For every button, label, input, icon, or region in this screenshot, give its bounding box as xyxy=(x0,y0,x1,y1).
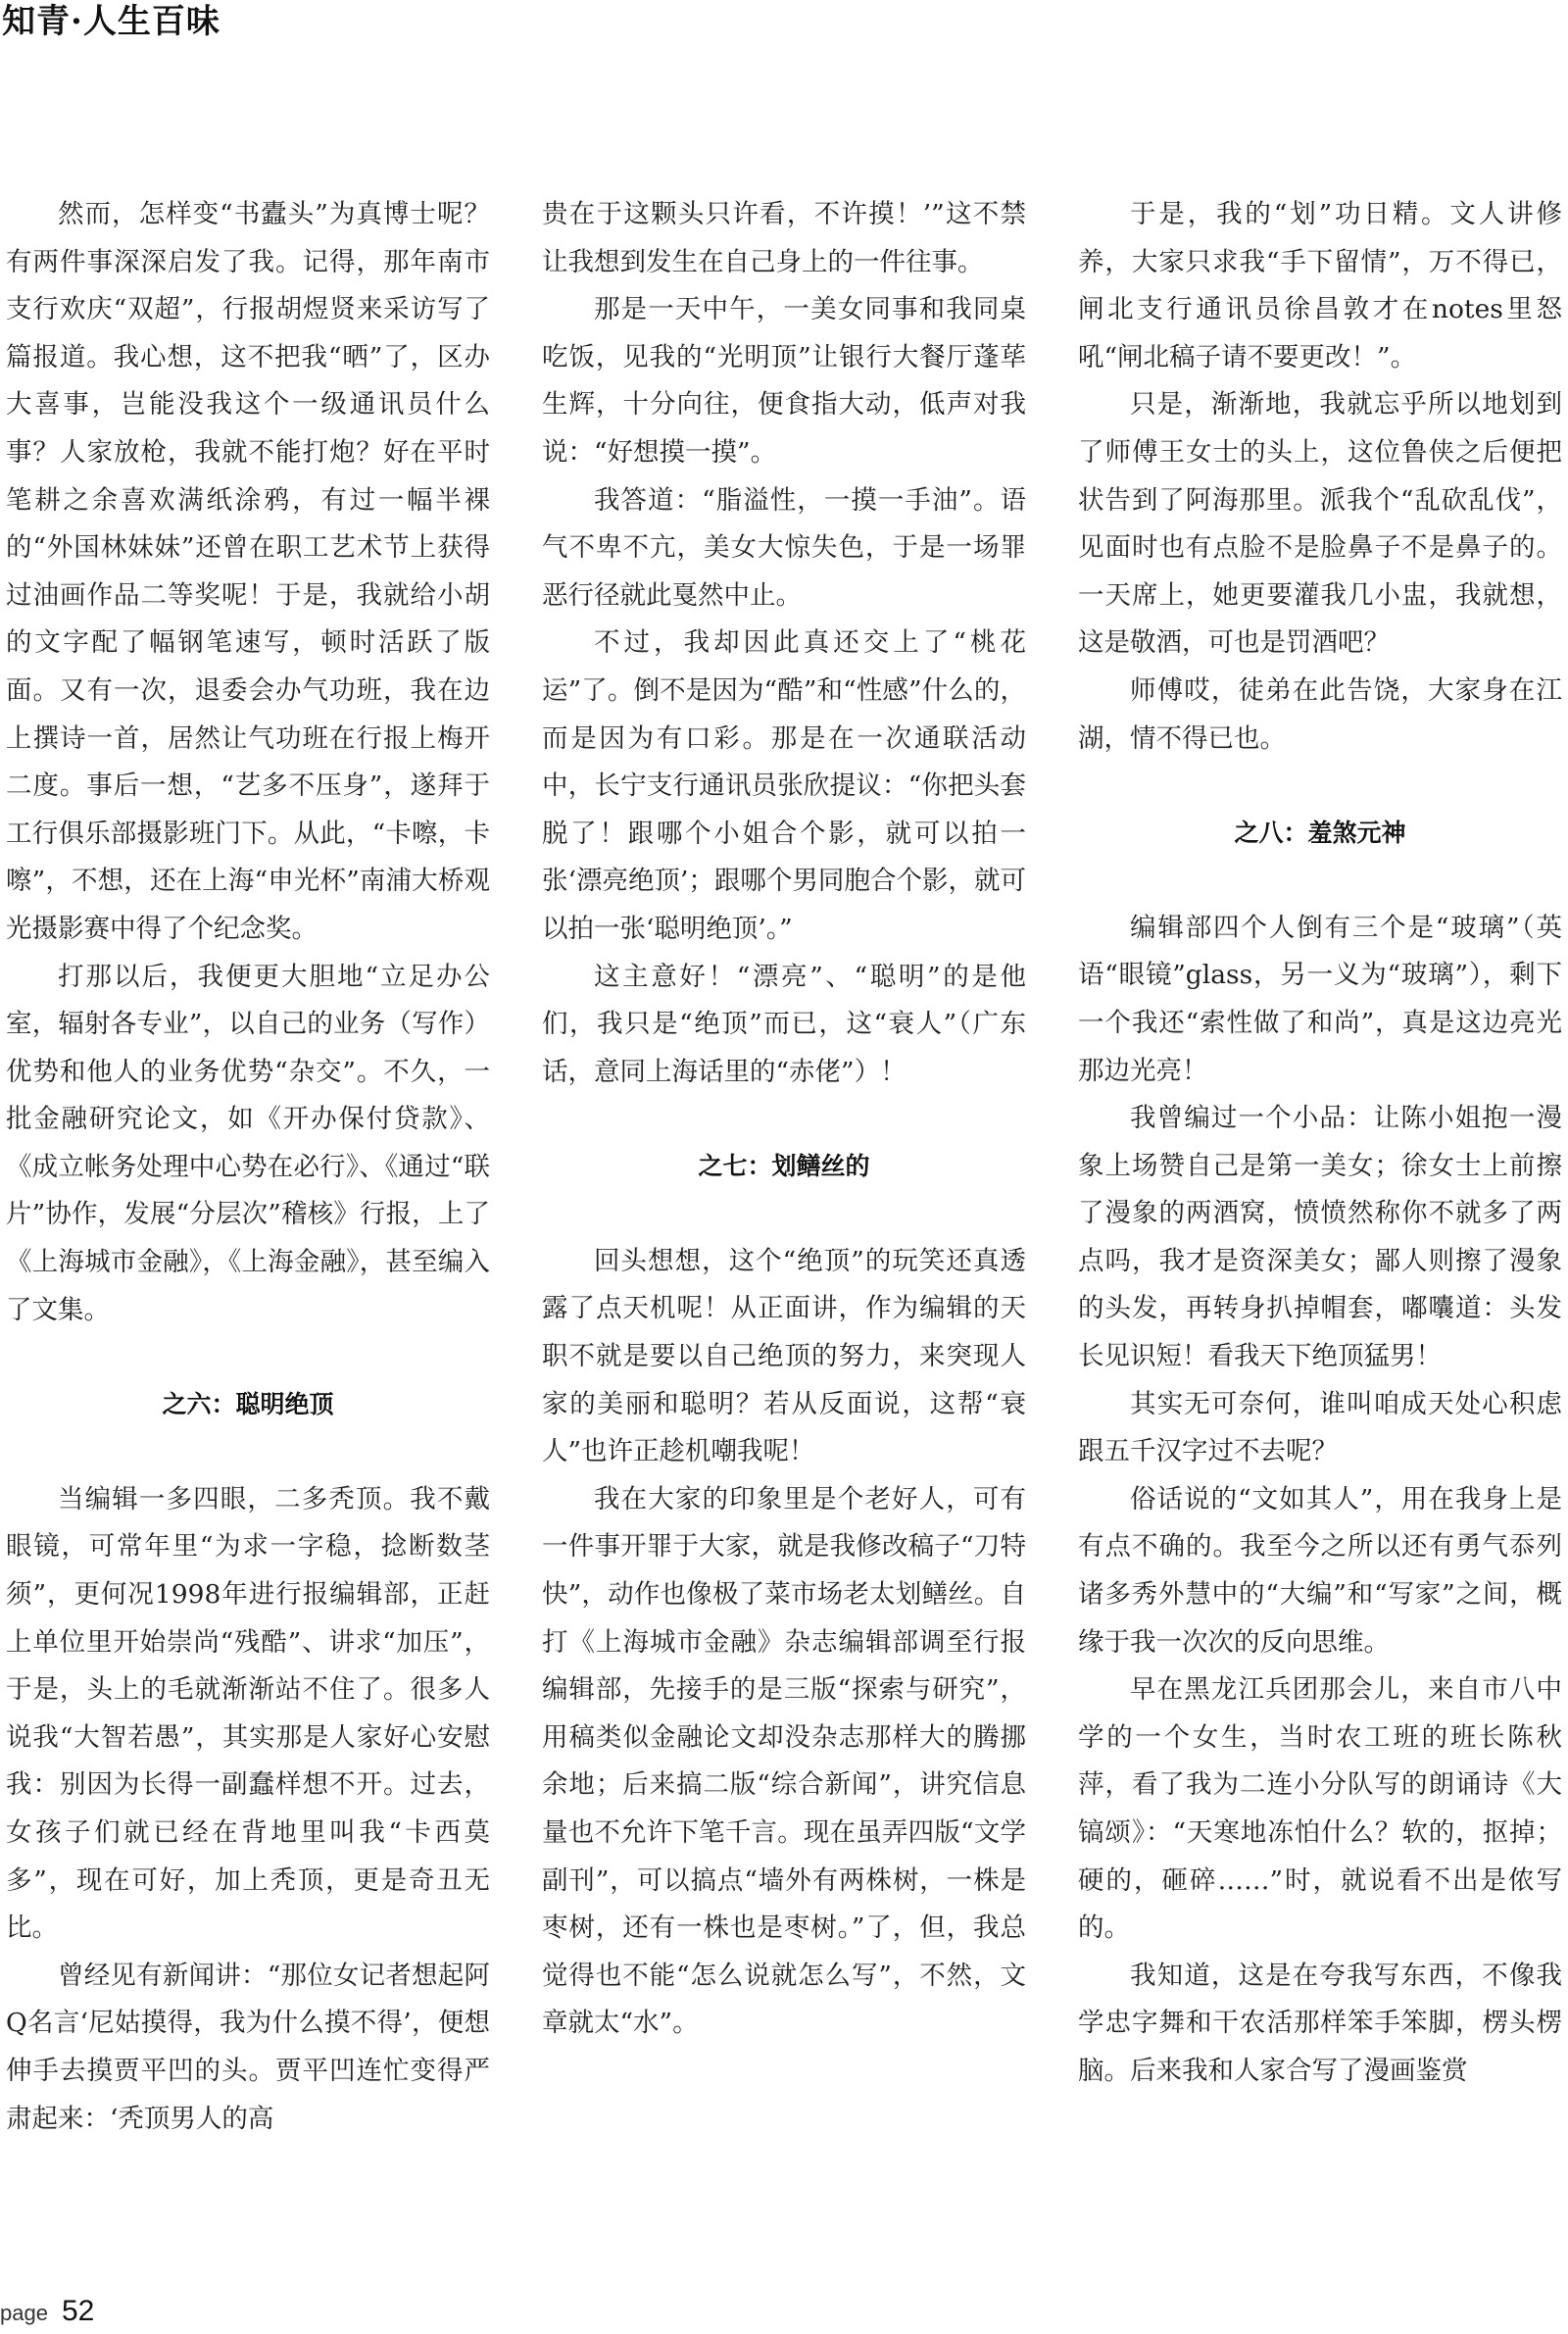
paragraph: 只是，渐渐地，我就忘乎所以地划到了师傅王女士的头上，这位鲁侠之后便把状告到了阿海那里。派我个“乱砍乱伐”，见面时也有点脸不是脸鼻子不是鼻子的。一天席上，她更要灌我几小盅，我就想，这是敬酒，可也是罚酒吧？ xyxy=(1078,389,1562,659)
page-header-title: 知青·人生百味 xyxy=(2,2,220,41)
paragraph: 当编辑一多四眼，二多秃顶。我不戴眼镜，可常年里“为求一字稳，捻断数茎须”，更何况1998年进行报编辑部，正赶上单位里开始崇尚“残酷”、讲求“加压”，于是，头上的毛就渐渐站不住了。很多人说我“大智若愚”，其实那是人家好心安慰我：别因为长得一副蠢样想不开。过去，女孩子们就已经在背地里叫我“卡西莫多”，现在可好，加上秃顶，更是奇丑无比。 xyxy=(6,1483,490,1944)
paragraph: 我知道，这是在夸我写东西，不像我学忠字舞和干农活那样笨手笨脚，楞头楞脑。后来我和人家合写了漫画鉴赏 xyxy=(1078,1960,1562,2086)
paragraph: 打那以后，我便更大胆地“立足办公室，辐射各专业”，以自己的业务（写作）优势和他人的业务优势“杂交”。不久，一批金融研究论文，如《开办保付贷款》、《成立帐务处理中心势在必行》、《通过“联片”协作，发展“分层次”稽核》行报，上了《上海城市金融》，《上海金融》，甚至编入了文集。 xyxy=(6,961,490,1325)
column-middle xyxy=(542,191,1026,2143)
page-label: page xyxy=(0,2301,48,2325)
article-columns xyxy=(6,191,1562,2143)
paragraph: 回头想想，这个“绝顶”的玩笑还真透露了点天机呢！从正面讲，作为编辑的天职不就是要以自己绝顶的努力，来突现人家的美丽和聪明？若从反面说，这帮“衰人”也许正趁机嘲我呢！ xyxy=(542,1245,1026,1467)
paragraph: 于是，我的“划”功日精。文人讲修养，大家只求我“手下留情”，万不得已，闸北支行通讯员徐昌敦才在notes里怒吼“闸北稿子请不要更改！”。 xyxy=(1078,199,1562,372)
paragraph: 早在黑龙江兵团那会儿，来自市八中学的一个女生，当时农工班的班长陈秋萍，看了我为二连小分队写的朗诵诗《大镐颂》：“天寒地冻怕什么？软的，抠掉；硬的，砸碎……”时，就说看不出是侬写的。 xyxy=(1078,1674,1562,1944)
paragraph: 曾经见有新闻讲：“那位女记者想起阿Q名言‘尼姑摸得，我为什么摸不得’，便想伸手去摸贾平凹的头。贾平凹连忙变得严肃起来：‘秃顶男人的高 xyxy=(6,1960,490,2134)
paragraph: 贵在于这颗头只许看，不许摸！’”这不禁让我想到发生在自己身上的一件往事。 xyxy=(542,199,1026,277)
paragraph: 我在大家的印象里是个老好人，可有一件事开罪于大家，就是我修改稿子“刀特快”，动作也像极了菜市场老太划鳝丝。自打《上海城市金融》杂志编辑部调至行报编辑部，先接手的是三版“探索与研究”，用稿类似金融论文却没杂志那样大的腾挪余地；后来搞二版“综合新闻”，讲究信息量也不允许下笔千言。现在虽弄四版“文学副刊”，可以搞点“墙外有两株树，一株是枣树，还有一株也是枣树。”了，但，我总觉得也不能“怎么说就怎么写”，不然，文章就太“水”。 xyxy=(542,1483,1026,2039)
paragraph: 其实无可奈何，谁叫咱成天处心积虑跟五千汉字过不去呢？ xyxy=(1078,1388,1562,1467)
paragraph: 我曾编过一个小品：让陈小姐抱一漫象上场赞自己是第一美女；徐女士上前擦了漫象的两酒窝，愤愤然称你不就多了两点吗，我才是资深美女；鄙人则擦了漫象的头发，再转身扒掉帽套，嘟囔道：头发长见识短！看我天下绝顶猛男！ xyxy=(1078,1103,1562,1372)
paragraph: 那是一天中午，一美女同事和我同桌吃饭，见我的“光明顶”让银行大餐厅蓬荜生辉，十分向往，便食指大动，低声对我说：“好想摸一摸”。 xyxy=(542,294,1026,468)
page-footer xyxy=(0,2295,94,2334)
column-left xyxy=(6,191,490,2143)
section-heading: 之六：聪明绝顶 xyxy=(162,1390,334,1419)
paragraph: 这主意好！“漂亮”、“聪明”的是他们，我只是“绝顶”而已，这“衰人”（广东话，意同上海话里的“赤佬”）！ xyxy=(542,961,1026,1087)
section-heading: 之七：划鳝丝的 xyxy=(698,1152,870,1181)
paragraph: 不过，我却因此真还交上了“桃花运”了。倒不是因为“酷”和“性感”什么的，而是因为有口彩。那是在一次通联活动中，长宁支行通讯员张欣提议：“你把头套脱了！跟哪个小姐合个影，就可以拍一张‘漂亮绝顶’；跟哪个男同胞合个影，就可以拍一张‘聪明绝顶’。” xyxy=(542,627,1026,944)
paragraph: 我答道：“脂溢性，一摸一手油”。语气不卑不亢，美女大惊失色，于是一场罪恶行径就此戛然中止。 xyxy=(542,484,1026,611)
paragraph: 师傅哎，徒弟在此告饶，大家身在江湖，情不得已也。 xyxy=(1078,674,1562,754)
paragraph: 编辑部四个人倒有三个是“玻璃”（英语“眼镜”glass，另一义为“玻璃”），剩下一个我还“索性做了和尚”，真是这边亮光那边光亮！ xyxy=(1078,912,1562,1086)
section-heading: 之八：羞煞元神 xyxy=(1234,819,1406,848)
paragraph: 俗话说的“文如其人”，用在我身上是有点不确的。我至今之所以还有勇气忝列诸多秀外慧中的“大编”和“写家”之间，概缘于我一次次的反向思维。 xyxy=(1078,1483,1562,1658)
page-number: 52 xyxy=(61,2295,95,2327)
column-right xyxy=(1078,191,1562,2143)
paragraph: 然而，怎样变“书蠹头”为真博士呢？有两件事深深启发了我。记得，那年南市支行欢庆“双超”，行报胡煜贤来采访写了篇报道。我心想，这不把我“晒”了，区办大喜事，岂能没我这个一级通讯员什么事？人家放枪，我就不能打炮？好在平时笔耕之余喜欢满纸涂鸦，有过一幅半裸的“外国林妹妹”还曾在职工艺术节上获得过油画作品二等奖呢！于是，我就给小胡的文字配了幅钢笔速写，顿时活跃了版面。又有一次，退委会办气功班，我在边上撰诗一首，居然让气功班在行报上梅开二度。事后一想，“艺多不压身”，遂拜于工行俱乐部摄影班门下。从此，“卡嚓，卡嚓”，不想，还在上海“申光杯”南浦大桥观光摄影赛中得了个纪念奖。 xyxy=(6,199,490,944)
